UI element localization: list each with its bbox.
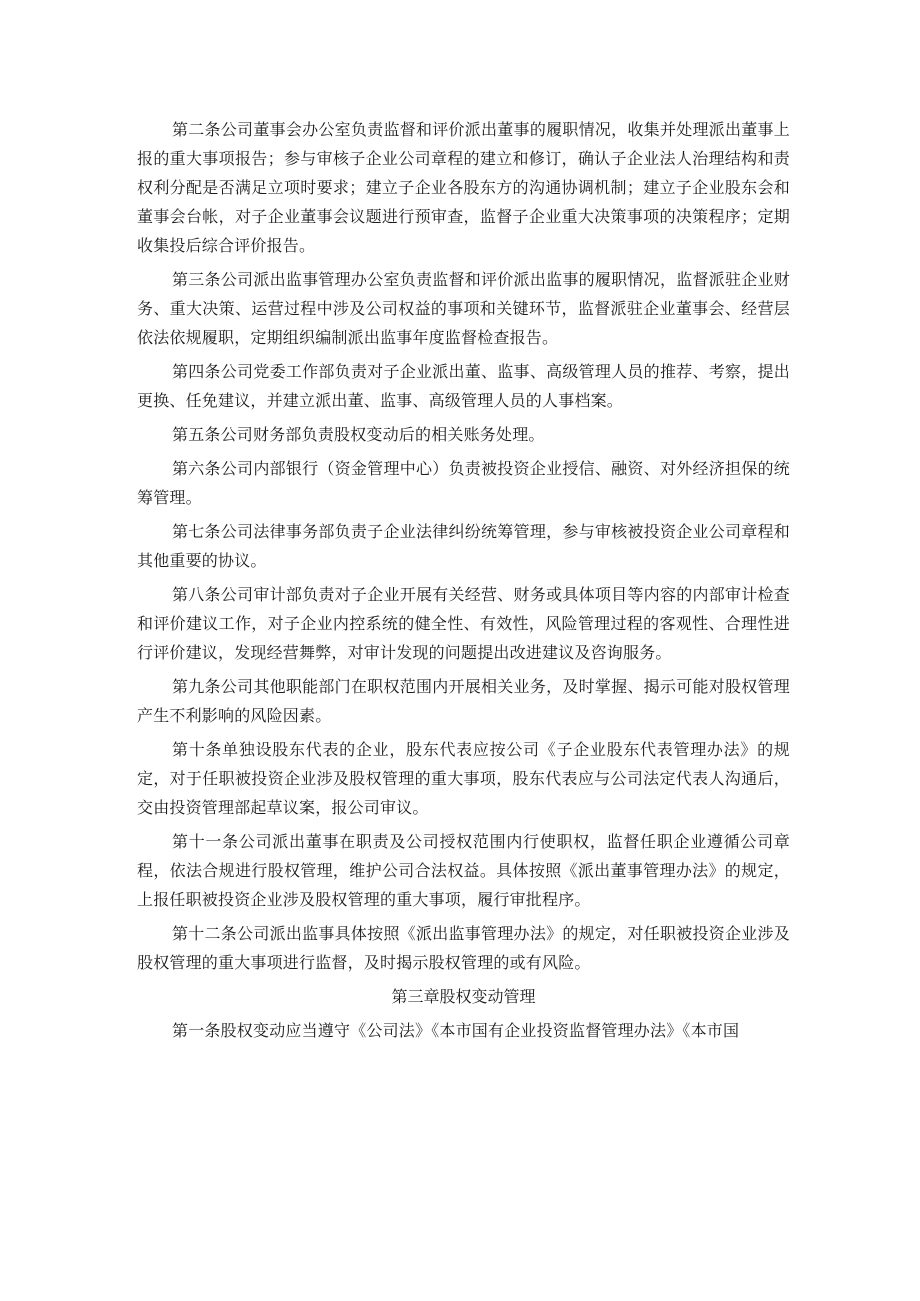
article-2: 第二条公司董事会办公室负责监督和评价派出董事的履职情况，收集并处理派出董事上报的重大事项报告；参与审核子企业公司章程的建立和修订，确认子企业法人治理结构和责权利分配是否满足立项时要求；建立子企业各股东方的沟通协调机制；建立子企业股东会和董事会台帐，对子企业董事会议题进行预审查，监督子企业重大决策事项的决策程序；定期收集投后综合评价报告。 — [137, 120, 790, 255]
article-4: 第四条公司党委工作部负责对子企业派出董、监事、高级管理人员的推荐、考察，提出更换、任免建议，并建立派出董、监事、高级管理人员的人事档案。 — [137, 362, 790, 410]
document-body — [137, 115, 790, 1050]
article-10: 第十条单独设股东代表的企业，股东代表应按公司《子企业股东代表管理办法》的规定，对于任职被投资企业涉及股权管理的重大事项，股东代表应与公司法定代表人沟通后，交由投资管理部起草议案，报公司审议。 — [137, 740, 790, 817]
article-3: 第三条公司派出监事管理办公室负责监督和评价派出监事的履职情况，监督派驻企业财务、重大决策、运营过程中涉及公司权益的事项和关键环节，监督派驻企业董事会、经营层依法依规履职，定期组织编制派出监事年度监督检查报告。 — [137, 270, 790, 347]
chapter-3-article-1: 第一条股权变动应当遵守《公司法》《本市国有企业投资监督管理办法》《本市国 — [172, 1021, 740, 1040]
chapter-heading: 第三章股权变动管理 — [391, 987, 536, 1006]
article-7: 第七条公司法律事务部负责子企业法律纠纷统筹管理，参与审核被投资企业公司章程和其他重要的协议。 — [137, 522, 790, 570]
article-9: 第九条公司其他职能部门在职权范围内开展相关业务，及时掌握、揭示可能对股权管理产生不利影响的风险因素。 — [137, 677, 790, 725]
article-6: 第六条公司内部银行（资金管理中心）负责被投资企业授信、融资、对外经济担保的统筹管理。 — [137, 459, 790, 507]
article-5: 第五条公司财务部负责股权变动后的相关账务处理。 — [172, 425, 545, 444]
article-8: 第八条公司审计部负责对子企业开展有关经营、财务或具体项目等内容的内部审计检查和评价建议工作，对子企业内控系统的健全性、有效性，风险管理过程的客观性、合理性进行评价建议，发现经营舞弊，对审计发现的问题提出改进建议及咨询服务。 — [137, 585, 790, 662]
article-12: 第十二条公司派出监事具体按照《派出监事管理办法》的规定，对任职被投资企业涉及股权管理的重大事项进行监督，及时揭示股权管理的或有风险。 — [137, 924, 790, 972]
article-11: 第十一条公司派出董事在职责及公司授权范围内行使职权，监督任职企业遵循公司章程，依法合规进行股权管理，维护公司合法权益。具体按照《派出董事管理办法》的规定，上报任职被投资企业涉及股权管理的重大事项，履行审批程序。 — [137, 832, 790, 909]
